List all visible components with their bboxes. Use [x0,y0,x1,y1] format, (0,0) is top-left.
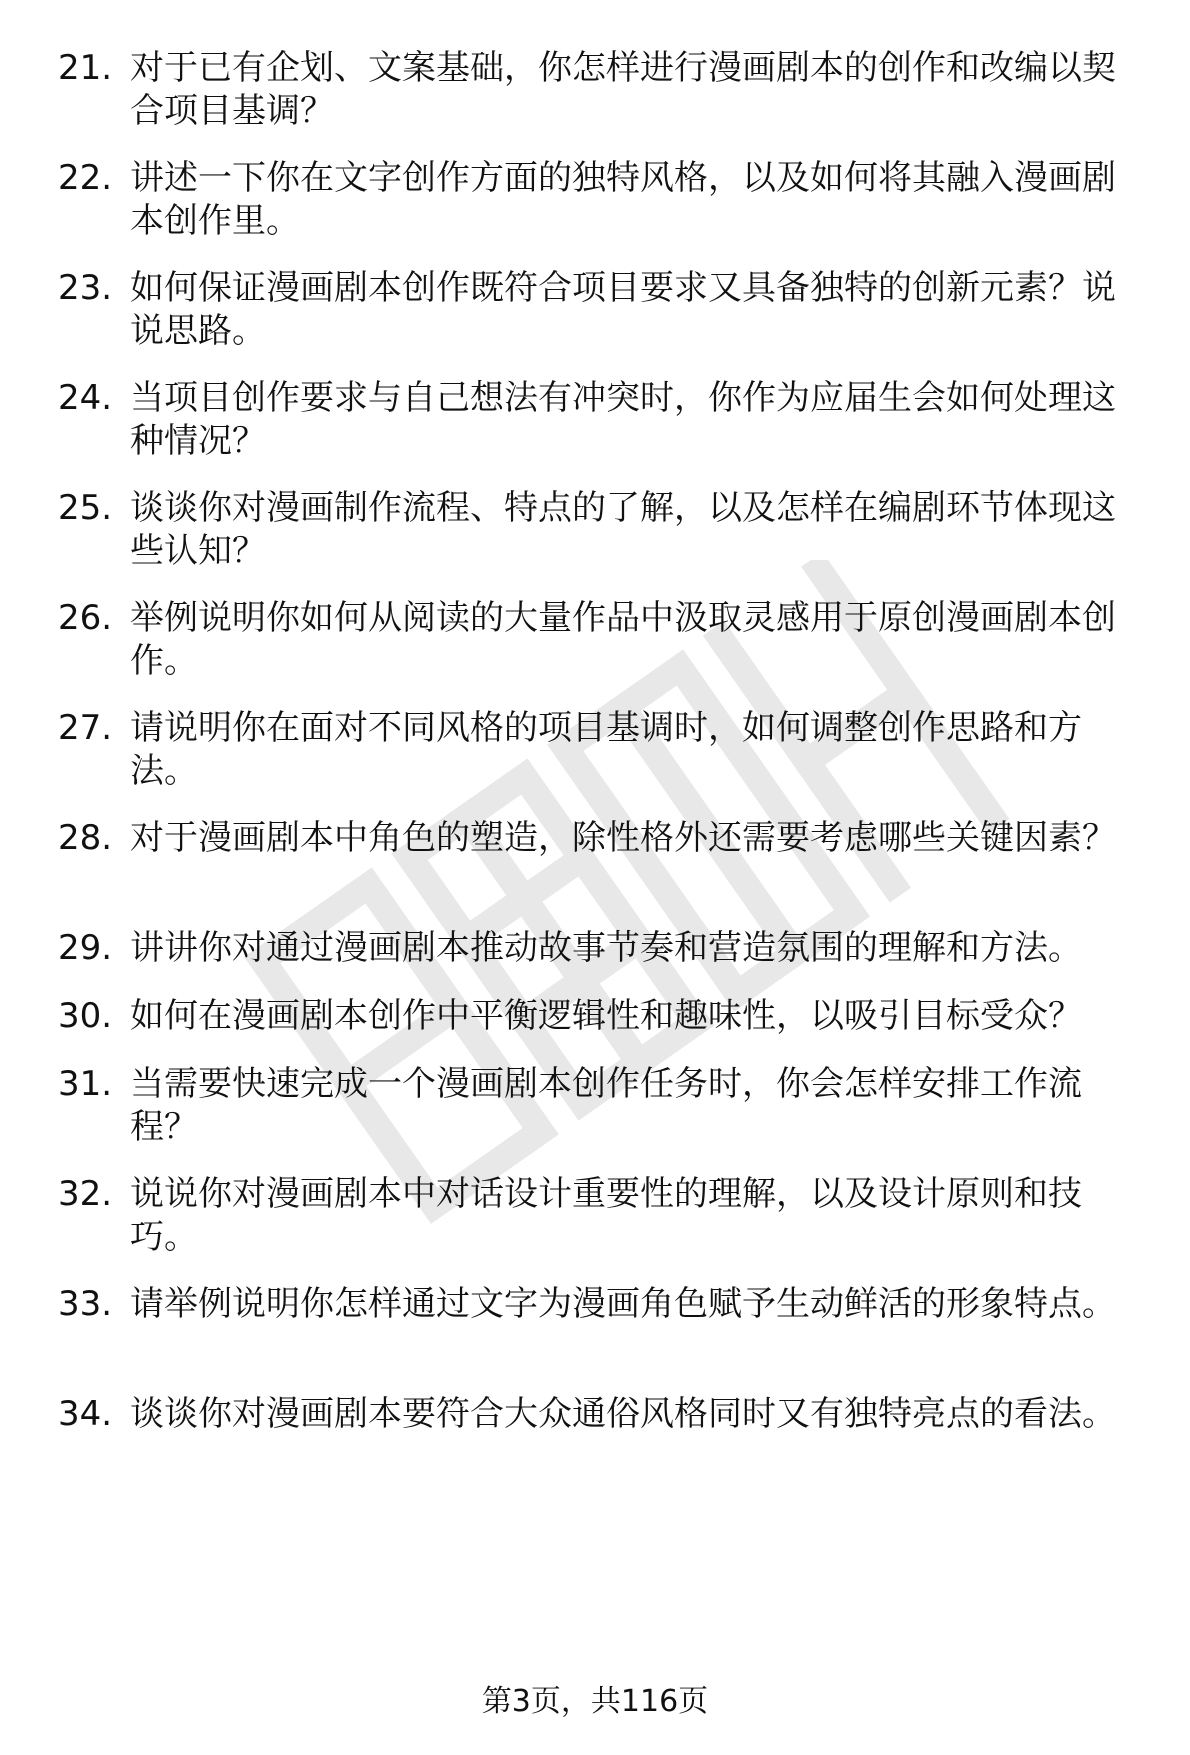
question-number: 22. [58,158,113,198]
question-text: 当需要快速完成一个漫画剧本创作任务时，你会怎样安排工作流程？ [130,1064,1082,1147]
question-number: 25. [58,488,113,528]
question-text: 举例说明你如何从阅读的大量作品中汲取灵感用于原创漫画剧本创作。 [130,598,1116,681]
question-text: 谈谈你对漫画制作流程、特点的了解，以及怎样在编剧环节体现这些认知？ [130,488,1116,571]
question-item [58,927,1148,970]
question-number: 31. [58,1064,113,1104]
question-text: 请举例说明你怎样通过文字为漫画角色赋予生动鲜活的形象特点。 [130,1284,1116,1324]
question-text: 如何保证漫画剧本创作既符合项目要求又具备独特的创新元素？说说思路。 [130,268,1116,351]
question-number: 21. [58,48,113,88]
question-number: 32. [58,1174,113,1214]
question-item [58,267,1148,353]
question-item [58,1173,1148,1259]
question-number: 29. [58,928,113,968]
question-item [58,1063,1148,1149]
question-number: 26. [58,598,113,638]
question-number: 24. [58,378,113,418]
question-text: 说说你对漫画剧本中对话设计重要性的理解，以及设计原则和技巧。 [130,1174,1082,1257]
page-number: 第3页，共116页 [481,1684,709,1719]
question-item [58,707,1148,793]
question-number: 33. [58,1284,113,1324]
question-item [58,597,1148,683]
question-item [58,487,1148,573]
question-text: 对于漫画剧本中角色的塑造，除性格外还需要考虑哪些关键因素？ [130,818,1116,858]
question-item [58,1283,1148,1326]
question-number: 28. [58,818,113,858]
question-text: 讲述一下你在文字创作方面的独特风格，以及如何将其融入漫画剧本创作里。 [130,158,1116,241]
question-item [58,157,1148,243]
question-number: 30. [58,996,113,1036]
question-number: 34. [58,1394,113,1434]
question-item [58,377,1148,463]
question-text: 对于已有企划、文案基础，你怎样进行漫画剧本的创作和改编以契合项目基调？ [130,48,1116,131]
question-number: 23. [58,268,113,308]
question-item [58,47,1148,133]
question-text: 如何在漫画剧本创作中平衡逻辑性和趣味性，以吸引目标受众？ [130,996,1082,1036]
question-item [58,817,1148,860]
question-text: 谈谈你对漫画剧本要符合大众通俗风格同时又有独特亮点的看法。 [130,1394,1116,1434]
question-text: 当项目创作要求与自己想法有冲突时，你作为应届生会如何处理这种情况？ [130,378,1116,461]
question-number: 27. [58,708,113,748]
question-text: 请说明你在面对不同风格的项目基调时，如何调整创作思路和方法。 [130,708,1082,791]
question-text: 讲讲你对通过漫画剧本推动故事节奏和营造氛围的理解和方法。 [130,928,1082,968]
question-item [58,995,1148,1038]
question-item [58,1393,1148,1436]
